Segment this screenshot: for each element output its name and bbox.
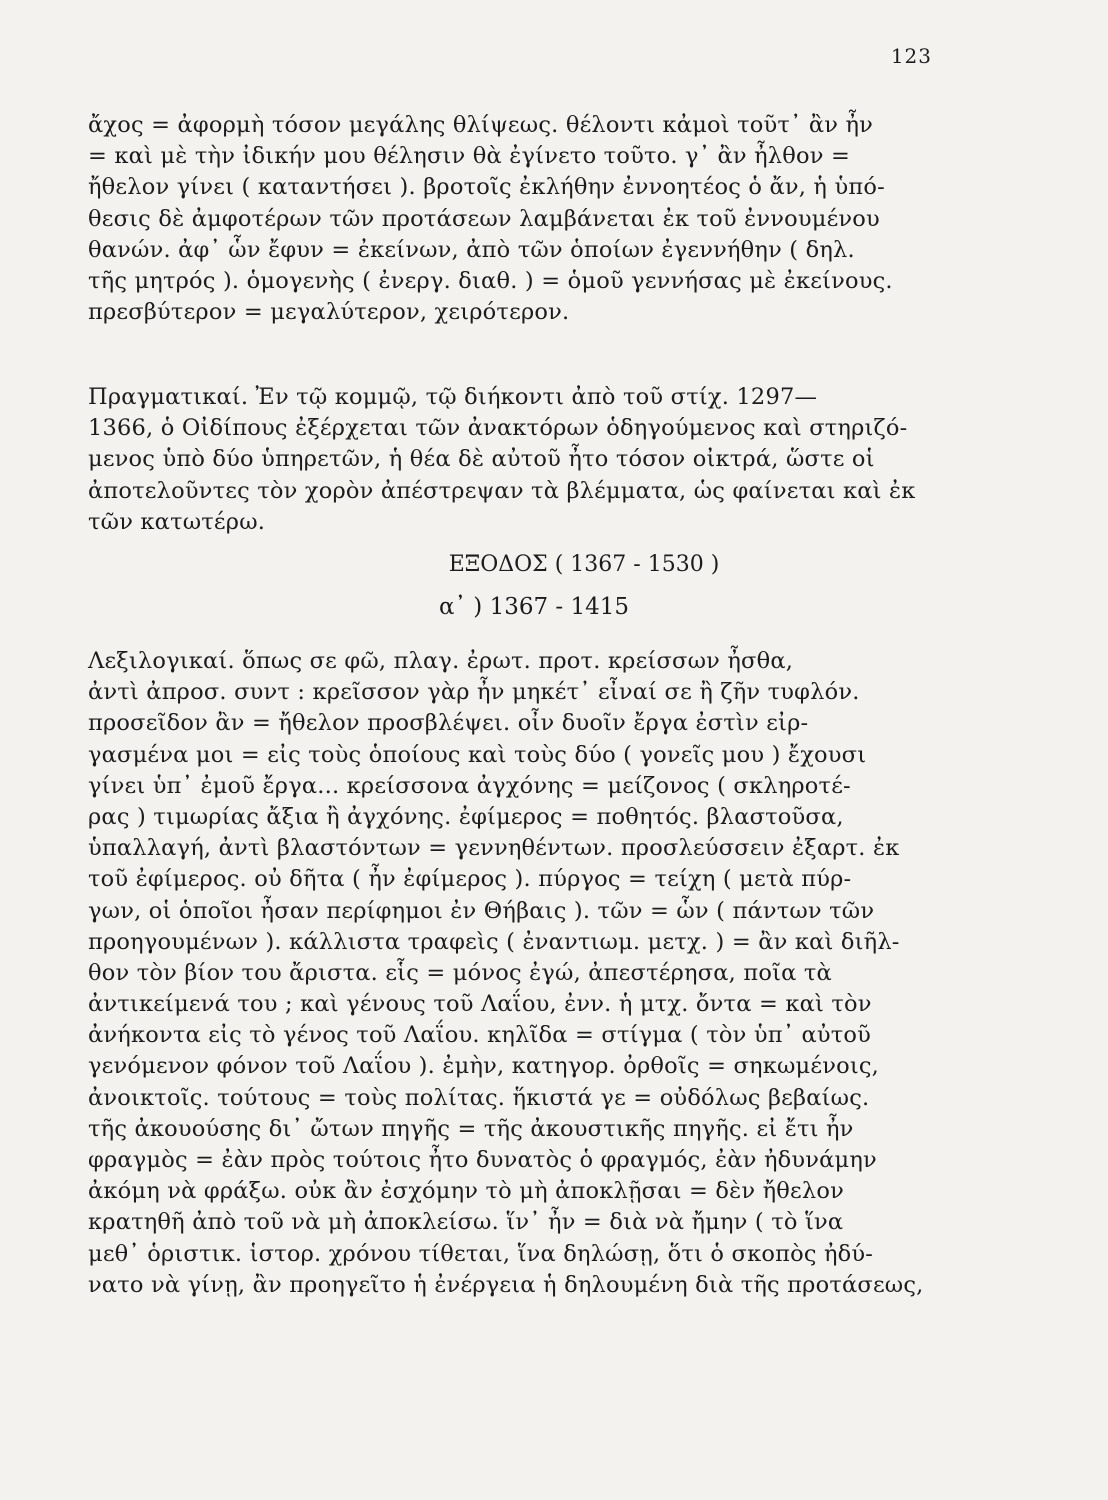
text-line: 1366, ὁ Οἰδίπους ἐξέρχεται τῶν ἀνακτόρων ὁδηγούμενος καὶ στηριζό-: [88, 415, 908, 442]
text-line: ἀποτελοῦντες τὸν χορὸν ἀπέστρεψαν τὰ βλέμματα, ὡς φαίνεται καὶ ἐκ: [88, 477, 916, 504]
text-line: ἀκόμη νὰ φράξω. οὐκ ἂν ἐσχόμην τὸ μὴ ἀποκλῇσαι = δὲν ἤθελον: [88, 1178, 844, 1205]
text-line: γίνει ὑπ᾽ ἐμοῦ ἔργα... κρείσσονα ἀγχόνης = μείζονος ( σκληροτέ-: [88, 772, 851, 799]
text-line: νατο νὰ γίνῃ, ἂν προηγεῖτο ἡ ἐνέργεια ἡ δηλουμένη διὰ τῆς προτάσεως,: [88, 1271, 924, 1298]
subsection-heading: α᾽ ) 1367 - 1415: [438, 594, 630, 620]
paragraph-lexical-notes: [88, 110, 948, 328]
paragraph-factual-notes: [88, 382, 948, 538]
text-line: ὑπαλλαγή, ἀντὶ βλαστόντων = γεννηθέντων. προσλεύσσειν ἐξαρτ. ἐκ: [88, 835, 900, 862]
text-line: τοῦ ἐφίμερος. οὐ δῆτα ( ἦν ἐφίμερος ). πύργος = τείχη ( μετὰ πύρ-: [88, 866, 852, 893]
text-line: μενος ὑπὸ δύο ὑπηρετῶν, ἡ θέα δὲ αὐτοῦ ἦτο τόσον οἰκτρά, ὥστε οἱ: [88, 446, 875, 473]
text-line: ἀνήκοντα εἰς τὸ γένος τοῦ Λαΐου. κηλῖδα = στίγμα ( τὸν ὑπ᾽ αὐτοῦ: [88, 1022, 872, 1049]
paragraph-lexical-notes-2: [88, 646, 948, 1301]
text-line: ἄχος = ἀφορμὴ τόσον μεγάλης θλίψεως. θέλοντι κἀμοὶ τοῦτ᾽ ἂν ἦν: [88, 112, 874, 138]
section-heading: ΕΞΟΔΟΣ ( 1367 - 1530 ): [448, 552, 720, 577]
text-line: τῶν κατωτέρω.: [88, 508, 266, 535]
text-line: πρεσβύτερον = μεγαλύτερον, χειρότερον.: [88, 299, 570, 326]
text-line: γασμένα μοι = εἰς τοὺς ὁποίους καὶ τοὺς δύο ( γονεῖς μου ) ἔχουσι: [88, 741, 867, 768]
text-line: τῆς μητρός ). ὁμογενὴς ( ἐνεργ. διαθ. ) = ὁμοῦ γεννήσας μὲ ἐκείνους.: [88, 267, 893, 294]
text-line: θεσις δὲ ἀμφοτέρων τῶν προτάσεων λαμβάνεται ἐκ τοῦ ἐννουμένου: [88, 205, 880, 232]
text-line: θανών. ἀφ᾽ ὧν ἔφυν = ἐκείνων, ἀπὸ τῶν ὁποίων ἐγεννήθην ( δηλ.: [88, 236, 855, 263]
text-line: γενόμενον φόνον τοῦ Λαΐου ). ἐμὴν, κατηγορ. ὀρθοῖς = σηκωμένοις,: [88, 1053, 880, 1080]
text-line: μεθ᾽ ὁριστικ. ἱστορ. χρόνου τίθεται, ἵνα δηλώσῃ, ὅτι ὁ σκοπὸς ἠδύ-: [88, 1240, 874, 1267]
text-line: Πραγματικαί. Ἐν τῷ κομμῷ, τῷ διήκοντι ἀπὸ τοῦ στίχ. 1297—: [88, 384, 818, 410]
text-line: τῆς ἀκουούσης δι᾽ ὤτων πηγῆς = τῆς ἀκουστικῆς πηγῆς. εἰ ἔτι ἦν: [88, 1115, 854, 1142]
text-line: ἀντὶ ἀπροσ. συντ : κρεῖσσον γὰρ ἦν μηκέτ᾽ εἶναί σε ἢ ζῆν τυφλόν.: [88, 679, 860, 706]
text-line: φραγμὸς = ἐὰν πρὸς τούτοις ἦτο δυνατὸς ὁ φραγμός, ἐὰν ἠδυνάμην: [88, 1147, 877, 1173]
text-line: θον τὸν βίον του ἄριστα. εἷς = μόνος ἐγώ, ἀπεστέρησα, ποῖα τὰ: [88, 959, 832, 986]
page-number: 123: [890, 44, 932, 68]
text-line: Λεξιλογικαί. ὅπως σε φῶ, πλαγ. ἐρωτ. προτ. κρείσσων ἦσθα,: [88, 648, 794, 674]
text-line: γων, οἱ ὁποῖοι ἦσαν περίφημοι ἐν Θήβαις ). τῶν = ὧν ( πάντων τῶν: [88, 897, 875, 924]
text-line: προηγουμένων ). κάλλιστα τραφεὶς ( ἐναντιωμ. μετχ. ) = ἂν καὶ διῆλ-: [88, 928, 900, 955]
text-line: ἀνοικτοῖς. τούτους = τοὺς πολίτας. ἥκιστά γε = οὐδόλως βεβαίως.: [88, 1084, 870, 1111]
text-line: ἀντικείμενά του ; καὶ γένους τοῦ Λαΐου, ἐνν. ἡ μτχ. ὄντα = καὶ τὸν: [88, 991, 872, 1018]
text-line: κρατηθῆ ἀπὸ τοῦ νὰ μὴ ἀποκλείσω. ἵν᾽ ἦν = διὰ νὰ ἤμην ( τὸ ἵνα: [88, 1209, 844, 1236]
text-line: ρας ) τιμωρίας ἄξια ἢ ἀγχόνης. ἐφίμερος = ποθητός. βλαστοῦσα,: [88, 803, 844, 830]
text-line: προσεῖδον ἂν = ἤθελον προσβλέψει. οἶν δυοῖν ἔργα ἐστὶν εἰρ-: [88, 710, 809, 737]
text-line: ἤθελον γίνει ( καταντήσει ). βροτοῖς ἐκλήθην ἐννοητέος ὁ ἄν, ἡ ὑπό-: [88, 174, 885, 201]
text-line: = καὶ μὲ τὴν ἰδικήν μου θέλησιν θὰ ἐγίνετο τοῦτο. γ᾽ ἂν ἦλθον =: [88, 143, 851, 170]
